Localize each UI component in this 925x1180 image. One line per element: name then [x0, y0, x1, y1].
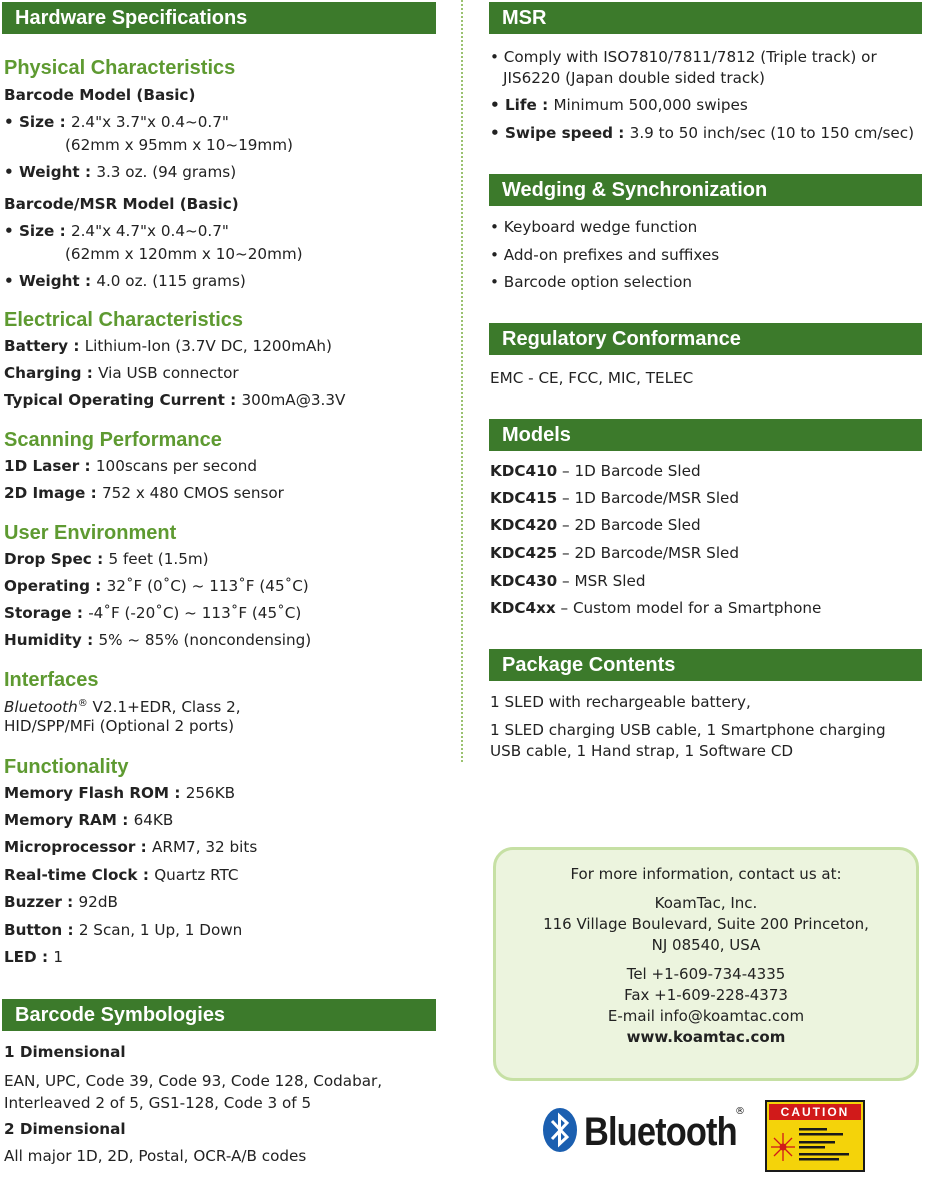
- laser-starburst-icon: [769, 1122, 861, 1168]
- msr-comply-line2: JIS6220 (Japan double sided track): [503, 69, 765, 87]
- model-item: KDC430 – MSR Sled: [490, 572, 645, 590]
- two-dimensional-heading: 2 Dimensional: [4, 1120, 126, 1138]
- package-line1: 1 SLED with rechargeable battery,: [490, 693, 751, 711]
- image-spec: 2D Image : 752 x 480 CMOS sensor: [4, 484, 284, 502]
- contact-box: [493, 847, 919, 1081]
- barcode-model-label: Barcode Model (Basic): [4, 86, 196, 104]
- package-contents-title: Package Contents: [489, 649, 922, 681]
- msr-life-spec: • Life : Minimum 500,000 swipes: [490, 96, 748, 114]
- battery-spec: Battery : Lithium-Ion (3.7V DC, 1200mAh): [4, 337, 332, 355]
- physical-characteristics-heading: Physical Characteristics: [4, 57, 236, 79]
- weight-spec-msr: • Weight : 4.0 oz. (115 grams): [4, 272, 246, 290]
- two-dimensional-codes: All major 1D, 2D, Postal, OCR-A/B codes: [4, 1147, 307, 1165]
- column-divider: [461, 0, 463, 762]
- size-spec: • Size : 2.4"x 3.7"x 0.4~0.7": [4, 113, 229, 131]
- size-metric: (62mm x 95mm x 10~19mm): [65, 136, 293, 154]
- msr-swipe-speed-spec: • Swipe speed : 3.9 to 50 inch/sec (10 to 150 cm/sec): [490, 124, 914, 142]
- functionality-heading: Functionality: [4, 756, 129, 778]
- model-item: KDC425 – 2D Barcode/MSR Sled: [490, 544, 739, 562]
- bluetooth-rune-icon: [540, 1106, 580, 1154]
- operating-temp-spec: Operating : 32˚F (0˚C) ~ 113˚F (45˚C): [4, 577, 309, 595]
- storage-temp-spec: Storage : -4˚F (-20˚C) ~ 113˚F (45˚C): [4, 604, 301, 622]
- led-spec: LED : 1: [4, 948, 63, 966]
- msr-comply-line1: • Comply with ISO7810/7811/7812 (Triple track) or: [490, 48, 877, 66]
- package-line2: 1 SLED charging USB cable, 1 Smartphone charging: [490, 721, 886, 739]
- interfaces-heading: Interfaces: [4, 669, 99, 691]
- interface-profiles: HID/SPP/MFi (Optional 2 ports): [4, 717, 234, 735]
- rtc-spec: Real-time Clock : Quartz RTC: [4, 866, 239, 884]
- model-item: KDC415 – 1D Barcode/MSR Sled: [490, 489, 739, 507]
- one-dimensional-codes-line2: Interleaved 2 of 5, GS1-128, Code 3 of 5: [4, 1094, 312, 1112]
- regulatory-title: Regulatory Conformance: [489, 323, 922, 355]
- fax-number: Fax +1-609-228-4373: [624, 986, 788, 1004]
- hardware-specifications-title: Hardware Specifications: [2, 2, 436, 34]
- wedging-title: Wedging & Synchronization: [489, 174, 922, 206]
- charging-spec: Charging : Via USB connector: [4, 364, 239, 382]
- company-name: KoamTac, Inc.: [654, 894, 758, 912]
- address-line1: 116 Village Boulevard, Suite 200 Princeton,: [543, 915, 869, 933]
- size-metric-msr: (62mm x 120mm x 10~20mm): [65, 245, 303, 263]
- package-line3: USB cable, 1 Hand strap, 1 Software CD: [490, 742, 794, 760]
- bluetooth-registered-mark: ®: [735, 1106, 745, 1117]
- model-item: KDC410 – 1D Barcode Sled: [490, 462, 701, 480]
- ram-spec: Memory RAM : 64KB: [4, 811, 173, 829]
- user-environment-heading: User Environment: [4, 522, 177, 544]
- buzzer-spec: Buzzer : 92dB: [4, 893, 118, 911]
- msr-model-label: Barcode/MSR Model (Basic): [4, 195, 239, 213]
- bluetooth-version: Bluetooth® V2.1+EDR, Class 2,: [4, 698, 241, 717]
- email-address[interactable]: E-mail info@koamtac.com: [607, 1007, 805, 1025]
- weight-spec: • Weight : 3.3 oz. (94 grams): [4, 163, 236, 181]
- phone-number: Tel +1-609-734-4335: [626, 965, 786, 983]
- bluetooth-logo-text: Bluetooth: [584, 1110, 737, 1154]
- drop-spec: Drop Spec : 5 feet (1.5m): [4, 550, 209, 568]
- model-item: KDC4xx – Custom model for a Smartphone: [490, 599, 821, 617]
- laser-caution-label: [765, 1100, 865, 1172]
- electrical-characteristics-heading: Electrical Characteristics: [4, 309, 244, 331]
- flash-rom-spec: Memory Flash ROM : 256KB: [4, 784, 235, 802]
- contact-intro: For more information, contact us at:: [570, 865, 842, 883]
- barcode-symbologies-title: Barcode Symbologies: [2, 999, 436, 1031]
- model-item: KDC420 – 2D Barcode Sled: [490, 516, 701, 534]
- one-dimensional-heading: 1 Dimensional: [4, 1043, 126, 1061]
- one-dimensional-codes-line1: EAN, UPC, Code 39, Code 93, Code 128, Codabar,: [4, 1072, 383, 1090]
- button-spec: Button : 2 Scan, 1 Up, 1 Down: [4, 921, 242, 939]
- scanning-performance-heading: Scanning Performance: [4, 429, 222, 451]
- msr-title: MSR: [489, 2, 922, 34]
- humidity-spec: Humidity : 5% ~ 85% (noncondensing): [4, 631, 311, 649]
- address-line2: NJ 08540, USA: [651, 936, 761, 954]
- wedging-item: • Add-on prefixes and suffixes: [490, 246, 720, 264]
- website-link[interactable]: www.koamtac.com: [626, 1028, 786, 1046]
- caution-body: [769, 1122, 861, 1168]
- microprocessor-spec: Microprocessor : ARM7, 32 bits: [4, 838, 257, 856]
- size-spec-msr: • Size : 2.4"x 4.7"x 0.4~0.7": [4, 222, 229, 240]
- operating-current-spec: Typical Operating Current : 300mA@3.3V: [4, 391, 345, 409]
- regulatory-text: EMC - CE, FCC, MIC, TELEC: [490, 369, 694, 387]
- laser-spec: 1D Laser : 100scans per second: [4, 457, 257, 475]
- wedging-item: • Barcode option selection: [490, 273, 692, 291]
- wedging-item: • Keyboard wedge function: [490, 218, 698, 236]
- models-title: Models: [489, 419, 922, 451]
- caution-header: CAUTION: [769, 1104, 861, 1120]
